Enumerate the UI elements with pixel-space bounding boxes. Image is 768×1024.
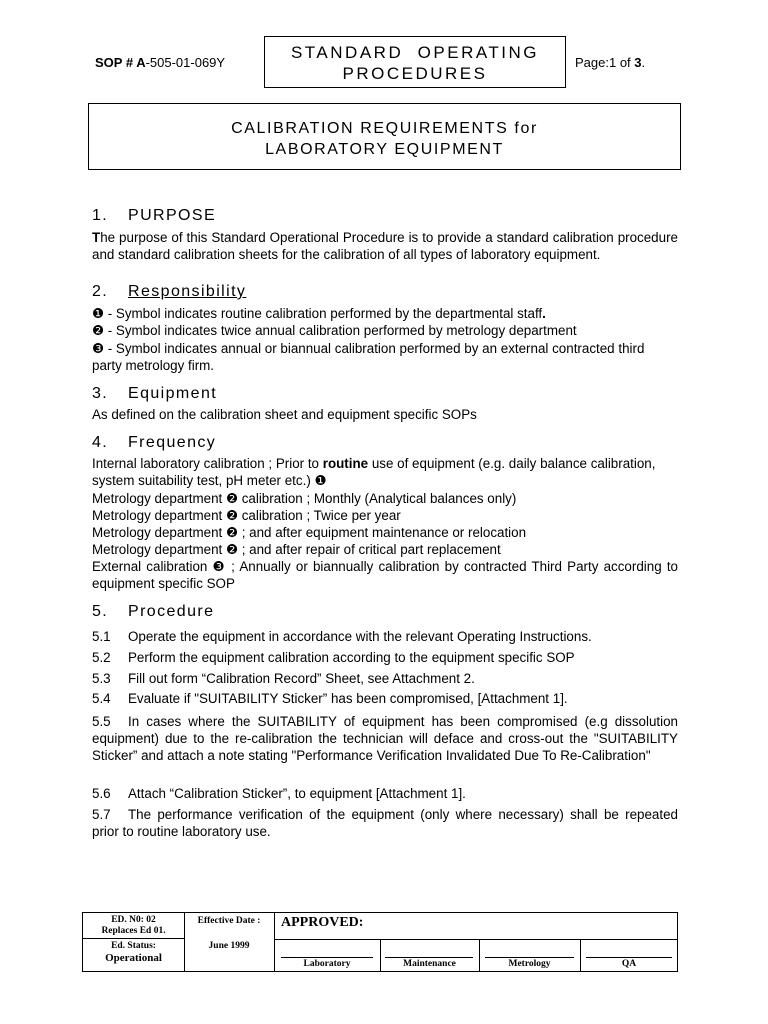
equipment-text: As defined on the calibration sheet and equipment specific SOPs [92, 407, 477, 422]
procedure-heading: 5. Procedure [92, 603, 215, 620]
purpose-heading: 1. PURPOSE [92, 207, 217, 224]
frequency-line-1: Internal laboratory calibration ; Prior to routine use of equipment (e.g. daily balance calibration, system suitability test, pH meter etc.) ❶ [92, 456, 656, 488]
purpose-text: The purpose of this Standard Operational Procedure is to provide a standard calibration procedure and standard calibration sheets for the calibration of all types of laboratory equipment. [92, 230, 678, 262]
approved-label: APPROVED: [281, 915, 364, 930]
edition-number: ED. N0: 02 Replaces Ed 01. [101, 915, 166, 936]
procedure-step: 5.6 Attach “Calibration Sticker”, to equipment [Attachment 1]. [92, 786, 466, 801]
signatory-metrology: Metrology [508, 959, 551, 969]
page-indicator: Page:1 of 3. [575, 55, 646, 70]
frequency-line-5: Metrology department ❷ ; and after repair of critical part replacement [92, 542, 501, 557]
responsibility-line-2: ❷ - Symbol indicates twice annual calibration performed by metrology department [92, 323, 577, 338]
procedure-step: 5.2 Perform the equipment calibration according to the equipment specific SOP [92, 650, 575, 665]
procedure-step: 5.7 The performance verification of the equipment (only where necessary) shall be repeated prior to routine laboratory use. [92, 807, 678, 839]
sop-header-title [264, 36, 566, 88]
sop-header-title-line1: STANDARD OPERATING [290, 43, 540, 62]
frequency-heading: 4. Frequency [92, 434, 217, 451]
effective-date-label: Effective Date : [197, 916, 261, 926]
effective-date-value: June 1999 [208, 941, 250, 951]
sop-header-title-line2: PROCEDURES [342, 64, 488, 83]
responsibility-heading: 2. Responsibility [92, 283, 247, 300]
document-title-line2: LABORATORY EQUIPMENT [265, 141, 504, 158]
edition-status: Ed. Status: Operational [105, 941, 162, 964]
responsibility-line-1: ❶ - Symbol indicates routine calibration performed by the departmental staff. [92, 306, 546, 321]
procedure-step: 5.5 In cases where the SUITABILITY of equipment has been compromised (e.g dissolution equipment) due to the re-calibration the technician will deface and cross-out the "SUITABILITY Sticker” and attach a note stating "Performance Verification Invalidated Due To Re-Calibration" [92, 714, 678, 763]
responsibility-line-3: ❸ - Symbol indicates annual or biannual calibration performed by an external contracted third party metrology firm. [92, 341, 645, 373]
signatory-qa: QA [621, 959, 637, 969]
equipment-heading: 3. Equipment [92, 385, 218, 402]
signatory-maintenance: Maintenance [403, 959, 456, 969]
frequency-line-3: Metrology department ❷ calibration ; Twice per year [92, 508, 401, 523]
signatory-laboratory: Laboratory [303, 959, 351, 969]
sop-number: SOP # A-505-01-069Y [95, 55, 226, 70]
procedure-step: 5.1 Operate the equipment in accordance with the relevant Operating Instructions. [92, 629, 592, 644]
document-title [88, 103, 681, 170]
frequency-line-4: Metrology department ❷ ; and after equipment maintenance or relocation [92, 525, 527, 540]
frequency-line-6: External calibration ❸ ; Annually or biannually calibration by contracted Third Party according to equipment specific SOP [92, 559, 678, 591]
document-title-line1: CALIBRATION REQUIREMENTS for [231, 120, 538, 137]
procedure-step: 5.4 Evaluate if "SUITABILITY Sticker” has been compromised, [Attachment 1]. [92, 691, 568, 706]
procedure-step: 5.3 Fill out form “Calibration Record” Sheet, see Attachment 2. [92, 671, 475, 686]
frequency-line-2: Metrology department ❷ calibration ; Monthly (Analytical balances only) [92, 491, 517, 506]
footer-approval-table [82, 912, 678, 972]
